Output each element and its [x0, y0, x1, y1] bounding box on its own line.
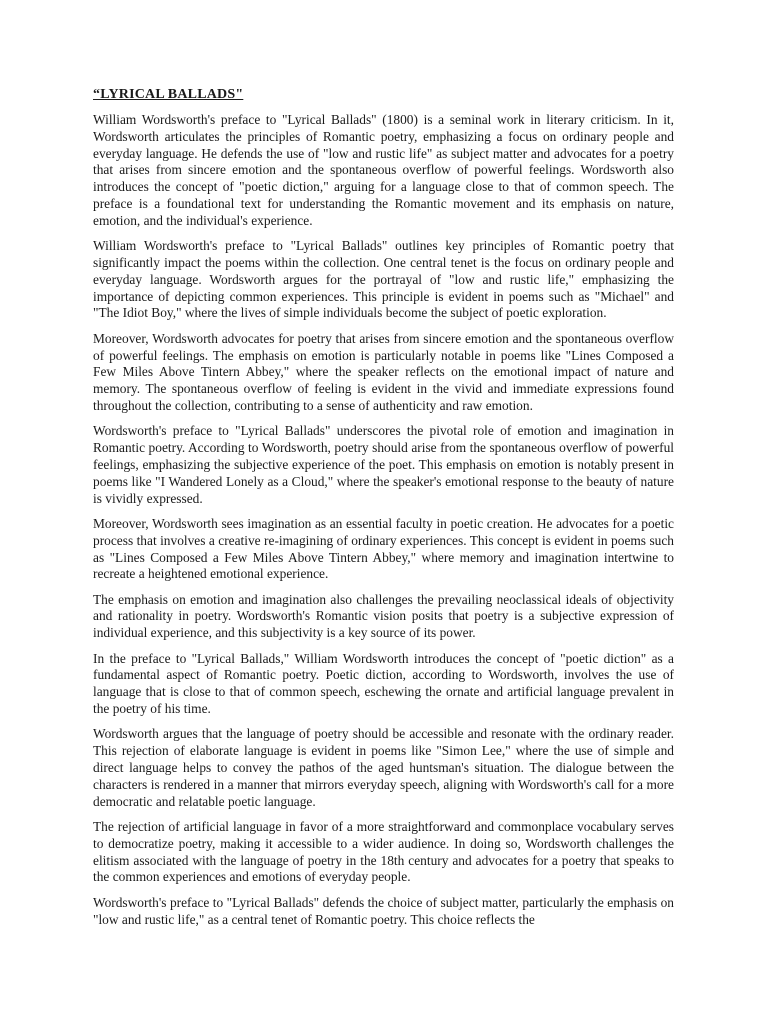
paragraph: The rejection of artificial language in favor of a more straightforward and commonplace vocabulary serves to democratize poetry, making it accessible to a wider audience. In doing so, Wordsworth challenges the elitism associated with the language of poetry in the 18th century and advocates for a poetry that speaks to the common experiences and emotions of everyday people. [93, 819, 674, 885]
paragraph: William Wordsworth's preface to "Lyrical Ballads" outlines key principles of Romantic poetry that significantly impact the poems within the collection. One central tenet is the focus on ordinary people and everyday language. Wordsworth argues for the portrayal of "low and rustic life," emphasizing the importance of depicting common experiences. This principle is evident in poems such as "Michael" and "The Idiot Boy," where the lives of simple individuals become the subject of poetic exploration. [93, 238, 674, 321]
paragraph: In the preface to "Lyrical Ballads," William Wordsworth introduces the concept of "poetic diction" as a fundamental aspect of Romantic poetry. Poetic diction, according to Wordsworth, involves the use of language that is close to that of common speech, eschewing the ornate and artificial language prevalent in the poetry of his time. [93, 650, 674, 717]
paragraph: William Wordsworth's preface to "Lyrical Ballads" (1800) is a seminal work in literary criticism. In it, Wordsworth articulates the principles of Romantic poetry, emphasizing a focus on ordinary people and everyday language. He defends the use of "low and rustic life" as subject matter and advocates for a poetry that arises from sincere emotion and the spontaneous overflow of powerful feelings. Wordsworth also introduces the concept of "poetic diction," arguing for a language close to that of common speech. The preface is a foundational text for understanding the Romantic movement and its emphasis on nature, emotion, and the individual's experience. [93, 112, 674, 228]
document-page [93, 86, 674, 937]
paragraph: Wordsworth's preface to "Lyrical Ballads" defends the choice of subject matter, particularly the emphasis on "low and rustic life," as a central tenet of Romantic poetry. This choice reflects the [93, 894, 674, 927]
paragraph: Moreover, Wordsworth advocates for poetry that arises from sincere emotion and the spontaneous overflow of powerful feelings. The emphasis on emotion is particularly notable in poems like "Lines Composed a Few Miles Above Tintern Abbey," where the speaker reflects on the emotional impact of nature and memory. The spontaneous overflow of feeling is evident in the vivid and immediate expressions found throughout the collection, contributing to a sense of authenticity and raw emotion. [93, 330, 674, 413]
paragraph: Wordsworth's preface to "Lyrical Ballads" underscores the pivotal role of emotion and imagination in Romantic poetry. According to Wordsworth, poetry should arise from the spontaneous overflow of powerful feelings, emphasizing the subjective experience of the poet. This emphasis on emotion is notably present in poems like "I Wandered Lonely as a Cloud," where the speaker's emotional response to the beauty of nature is vividly expressed. [93, 423, 674, 506]
paragraph: The emphasis on emotion and imagination also challenges the prevailing neoclassical ideals of objectivity and rationality in poetry. Wordsworth's Romantic vision posits that poetry is a subjective expression of individual experience, and this subjectivity is a key source of its power. [93, 591, 674, 641]
paragraph: Wordsworth argues that the language of poetry should be accessible and resonate with the ordinary reader. This rejection of elaborate language is evident in poems like "Simon Lee," where the use of simple and direct language helps to convey the pathos of the aged huntsman's situation. The dialogue between the characters is rendered in a manner that mirrors everyday speech, aligning with Wordsworth's call for a more democratic and relatable poetic language. [93, 726, 674, 809]
paragraph: Moreover, Wordsworth sees imagination as an essential faculty in poetic creation. He advocates for a poetic process that involves a creative re-imagining of ordinary experiences. This concept is evident in poems such as "Lines Composed a Few Miles Above Tintern Abbey," where memory and imagination intertwine to recreate a heightened emotional experience. [93, 515, 674, 582]
document-title: “LYRICAL BALLADS" [93, 87, 244, 102]
